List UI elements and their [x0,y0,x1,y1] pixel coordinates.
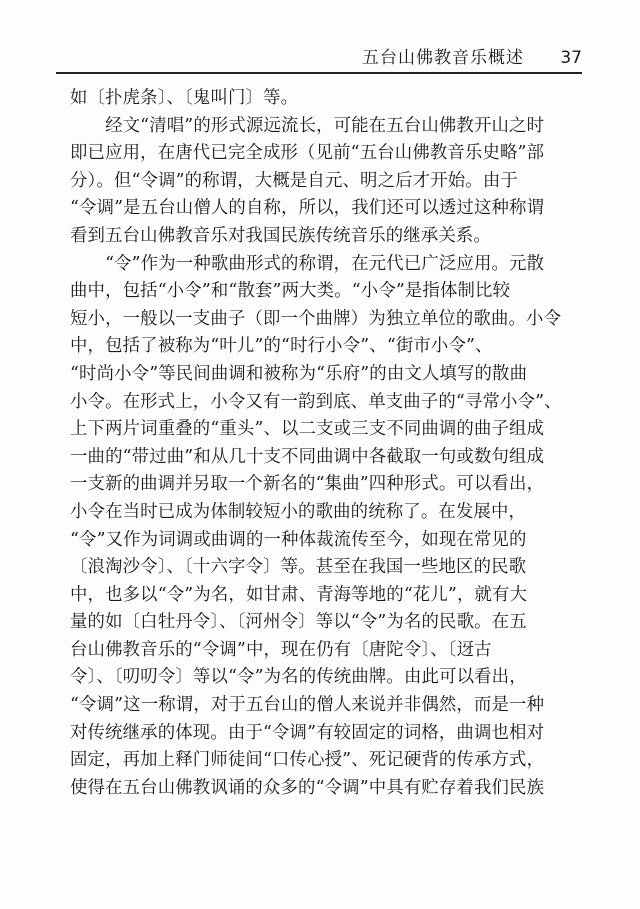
text-line: 〔浪淘沙令〕、〔十六字令〕等。甚至在我国一些地区的民歌 [70,557,527,578]
text-line: 即已应用，在唐代已完全成形（见前“五台山佛教音乐史略”部 [70,143,545,164]
text-line: 曲中，包括“小令”和“散套”两大类。“小令”是指体制比较 [70,281,511,302]
text-line: 短小，一般以一支曲子（即一个曲牌）为独立单位的歌曲。小令 [70,308,562,329]
text-line: 台山佛教音乐的“令调”中，现在仍有〔唐陀令〕、〔迓古 [70,639,492,660]
text-line: 一曲的“带过曲”和从几十支不同曲调中各截取一句或数句组成 [70,446,545,467]
text-line: 如〔扑虎条〕、〔鬼叫门〕等。 [70,88,299,108]
text-line: 一支新的曲调并另取一个新名的“集曲”四种形式。可以看出， [70,474,545,495]
text-line: 看到五台山佛教音乐对我国民族传统音乐的继承关系。 [70,225,491,246]
text-line: “令”作为一种歌曲形式的称谓，在元代已广泛应用。元散 [70,253,545,274]
text-line: 量的如〔白牡丹令〕、〔河州令〕等以“令”为名的民歌。在五 [70,612,527,633]
text-line: “令调”是五台山僧人的自称，所以，我们还可以透过这种称谓 [70,198,545,219]
text-line: 小令。在形式上，小令又有一韵到底、单支曲子的“寻常小令”、 [70,391,562,412]
text-line: 小令在当时已成为体制较短小的歌曲的统称了。在发展中， [70,501,527,522]
text-line: “令”又作为词调或曲调的一种体裁流传至今，如现在常见的 [70,529,527,550]
page-number: 37 [560,48,582,68]
text-line: 使得在五台山佛教讽诵的众多的“令调”中具有贮存着我们民族 [70,777,545,798]
text-line: 经文“清唱”的形式源远流长，可能在五台山佛教开山之时 [70,115,545,136]
text-line: 中，也多以“令”为名，如甘肃、青海等地的“花儿”，就有大 [70,584,528,605]
text-line: 固定，再加上释门师徒间“口传心授”、死记硬背的传承方式， [70,750,545,771]
body-text [70,85,580,802]
header-title: 五台山佛教音乐概述 [362,48,524,68]
text-line: “时尚小令”等民间曲调和被称为“乐府”的由文人填写的散曲 [70,363,528,384]
text-line: 中，包括了被称为“叶儿”的“时行小令”、“街市小令”、 [70,336,493,357]
text-line: 对传统继承的体现。由于“令调”有较固定的词格，曲调也相对 [70,722,545,743]
text-line: “令调”这一称谓，对于五台山的僧人来说并非偶然，而是一种 [70,695,545,716]
text-line: 上下两片词重叠的“重头”、以二支或三支不同曲调的曲子组成 [70,419,545,440]
text-line: 分）。但“令调”的称谓，大概是自元、明之后才开始。由于 [70,170,518,191]
running-header [56,42,582,74]
text-line: 令〕、〔叨叨令〕等以“令”为名的传统曲牌。由此可以看出， [70,667,527,688]
